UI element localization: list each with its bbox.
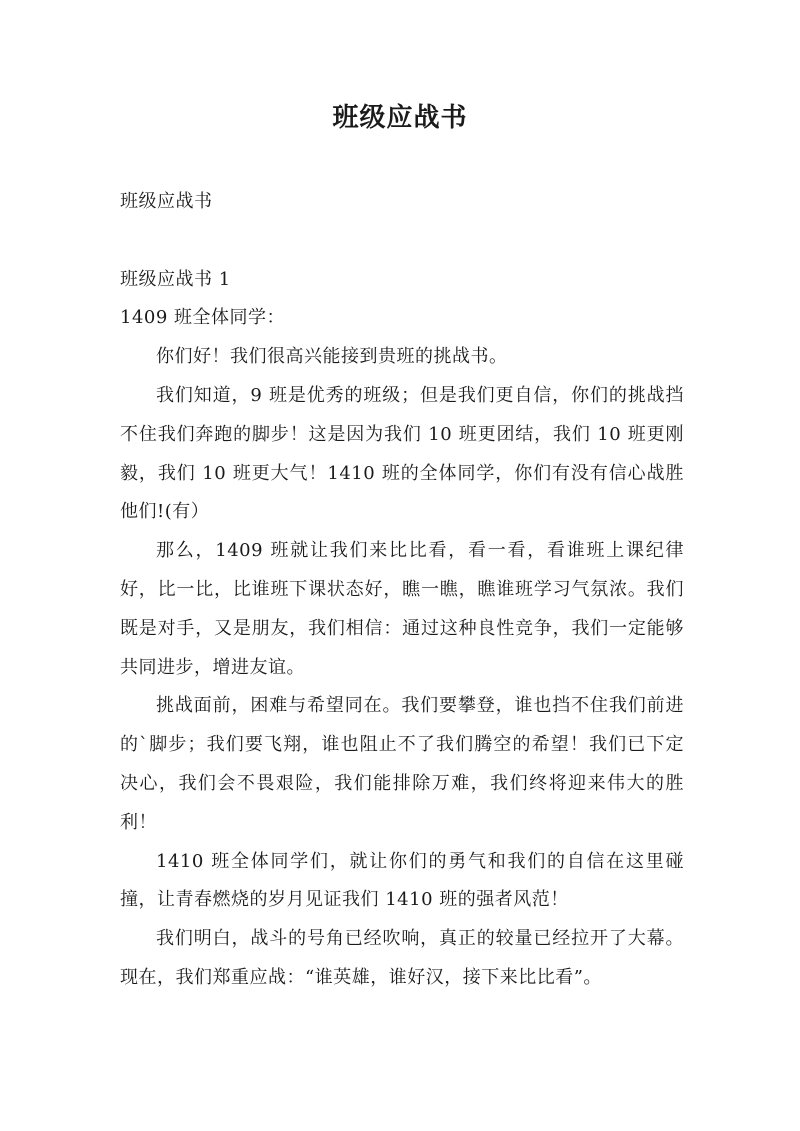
section-heading: 班级应战书 1 bbox=[120, 268, 231, 290]
paragraph-greeting: 你们好！我们很高兴能接到贵班的挑战书。 bbox=[156, 346, 508, 368]
paragraph-competition: 那么，1409 班就让我们来比比看，看一看，看谁班上课纪律好，比一比，比谁班下课状态好，瞧一瞧，瞧谁班学习气氛浓。我们既是对手，又是朋友，我们相信：通过这种良性竞争，我们一定能够共同进步，增进友谊。 bbox=[120, 540, 684, 678]
paragraph-confidence: 我们知道，9 班是优秀的班级；但是我们更自信，你们的挑战挡不住我们奔跑的脚步！这是因为我们 10 班更团结，我们 10 班更刚毅，我们 10 班更大气！1410 班的全体同学，你们有没有信心战胜他们!(有） bbox=[120, 384, 684, 523]
document-subtitle: 班级应战书 bbox=[120, 191, 213, 212]
paragraph-courage: 1410 班全体同学们，就让你们的勇气和我们的自信在这里碰撞，让青春燃烧的岁月见证我们 1410 班的强者风范！ bbox=[120, 850, 684, 911]
paragraph-challenge: 挑战面前，困难与希望同在。我们要攀登，谁也挡不住我们前进的`脚步；我们要飞翔，谁也阻止不了我们腾空的希望！我们已下定决心，我们会不畏艰险，我们能排除万难，我们终将迎来伟大的胜利！ bbox=[120, 695, 684, 833]
document-body bbox=[120, 183, 684, 998]
paragraph-acceptance: 我们明白，战斗的号角已经吹响，真正的较量已经拉开了大幕。现在，我们郑重应战：“谁英雄，谁好汉，接下来比比看”。 bbox=[120, 928, 684, 988]
salutation: 1409 班全体同学： bbox=[120, 307, 286, 329]
page-title: 班级应战书 bbox=[332, 103, 468, 133]
